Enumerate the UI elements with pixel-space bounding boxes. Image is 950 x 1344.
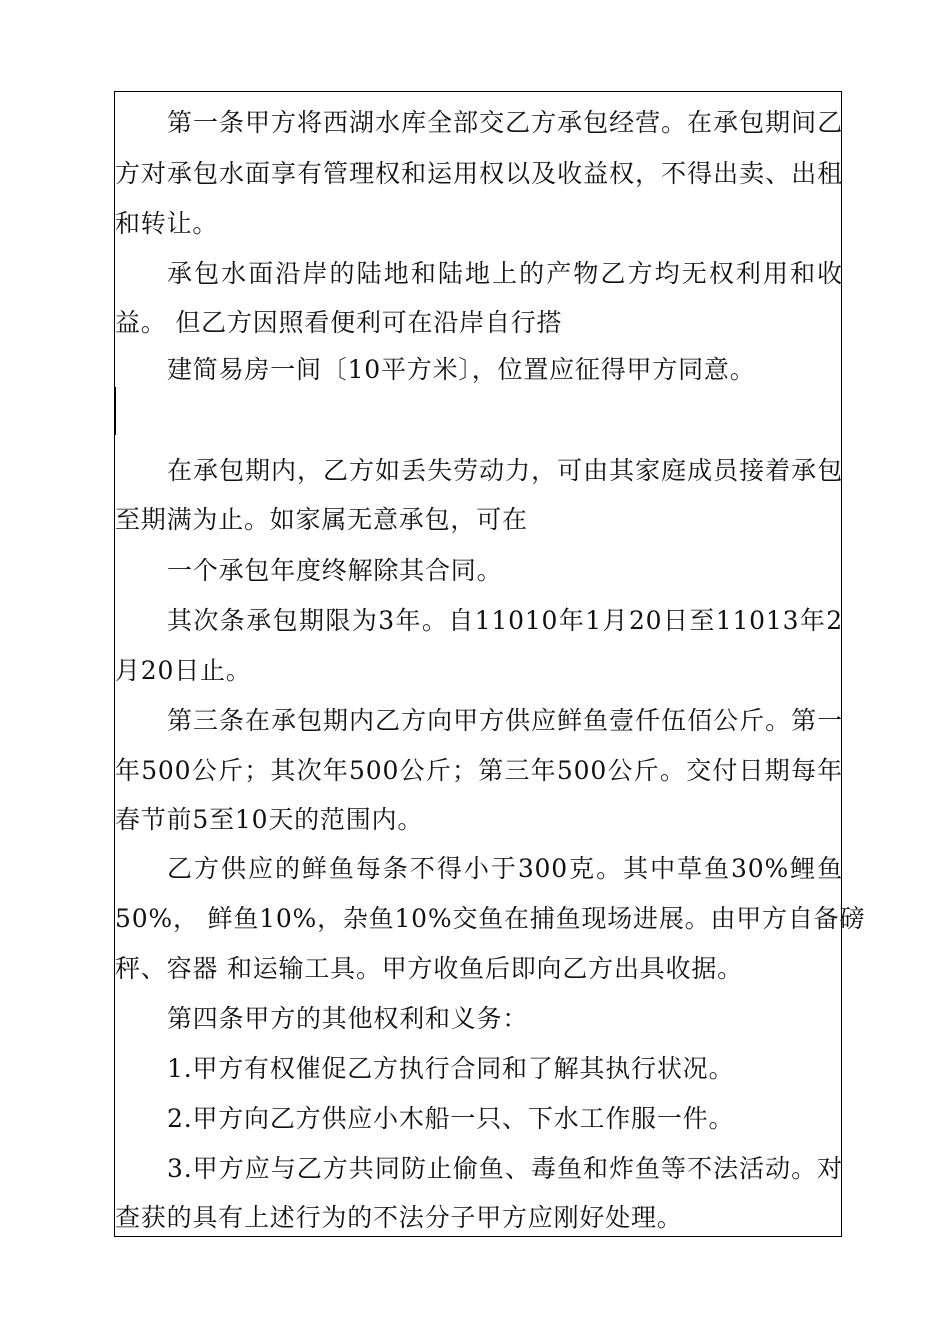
text-line: 第三条在承包期内乙方向甲方供应鲜鱼壹仟伍佰公斤。第一 [167,706,843,735]
text-line: 50%， 鲜鱼10%，杂鱼10%交鱼在捕鱼现场进展。由甲方自备磅 [115,904,866,933]
text-line: 益。 但乙方因照看便利可在沿岸自行搭 [115,308,563,337]
text-line: 在承包期内，乙方如丢失劳动力，可由其家庭成员接着承包 [167,456,843,485]
text-line: 一个承包年度终解除其合同。 [167,556,503,585]
document-page [114,91,866,1237]
text-line: 和转让。 [115,209,219,238]
text-line: 方对承包水面享有管理权和运用权以及收益权，不得出卖、出租 [115,159,843,188]
text-line: 建简易房一间〔10平方米〕，位置应征得甲方同意。 [167,355,756,384]
text-line: 乙方供应的鲜鱼每条不得小于300克。其中草鱼30%鲤鱼 [167,854,843,883]
text-line: 其次条承包期限为3年。自11010年1月20日至11013年2 [167,606,843,635]
text-line: 第一条甲方将西湖水库全部交乙方承包经营。在承包期间乙 [167,108,843,137]
text-line: 春节前5至10天的范围内。 [115,805,424,834]
text-line: 承包水面沿岸的陆地和陆地上的产物乙方均无权利用和收 [167,259,843,288]
text-line: 至期满为止。如家属无意承包，可在 [115,505,528,534]
text-line: 3.甲方应与乙方共同防止偷鱼、毒鱼和炸鱼等不法活动。对 [167,1154,843,1183]
text-line: 第四条甲方的其他权利和义务： [167,1004,529,1033]
text-line: 1.甲方有权催促乙方执行合同和了解其执行状况。 [167,1054,735,1083]
text-line: 2.甲方向乙方供应小木船一只、下水工作服一件。 [167,1104,735,1133]
text-line: 查获的具有上述行为的不法分子甲方应刚好处理。 [115,1203,683,1232]
text-line: 月20日止。 [115,656,252,685]
text-line: 年500公斤；其次年500公斤；第三年500公斤。交付日期每年 [115,756,843,785]
document-body [115,92,866,1236]
text-line: 秤、容器 和运输工具。甲方收鱼后即向乙方出具收据。 [115,954,743,983]
